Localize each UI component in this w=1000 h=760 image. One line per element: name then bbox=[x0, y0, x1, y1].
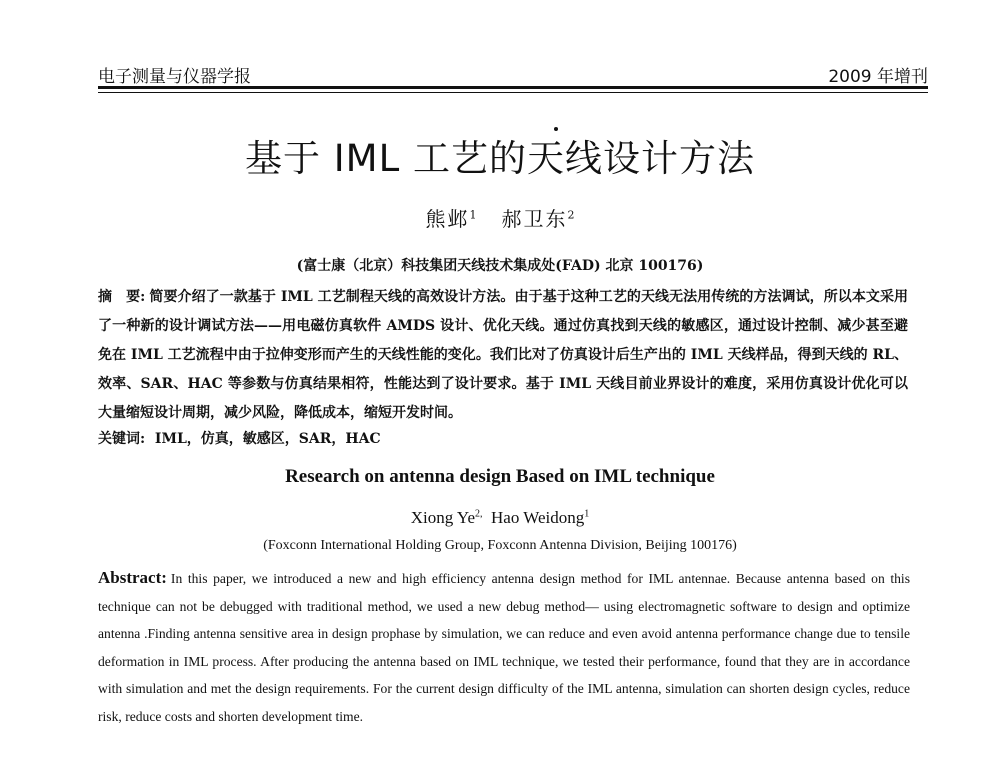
title-english: Research on antenna design Based on IML technique bbox=[285, 466, 715, 487]
abstract-text: In this paper, we introduced a new and high efficiency antenna design method for IML antennae. Because antenna based on this technique can not be debugged with traditional method, we used a new debug method— using electromagnetic software to design and optimize antenna .Finding antenna sensitive area in design prophase by simulation, we can reduce and even avoid antenna performance change due to tensile deformation in IML process. After producing the antenna based on IML technique, we tested their performance, found that they are in accordance with simulation and met the design requirements. For the current design difficulty of the IML antenna, simulation can shorten design cycles, reduce risk, reduce costs and shorten development time. bbox=[98, 571, 910, 724]
abstract-label: 摘 要: bbox=[98, 289, 146, 305]
authors-chinese bbox=[0, 203, 1000, 232]
author-affil-mark: 2, bbox=[475, 508, 483, 520]
abstract-chinese bbox=[98, 283, 908, 428]
running-header bbox=[98, 58, 928, 89]
issue-label: 2009 年增刊 bbox=[828, 67, 928, 87]
title-chinese: 基于 IML 工艺的天线设计方法 bbox=[245, 137, 755, 180]
journal-name: 电子测量与仪器学报 bbox=[98, 67, 251, 87]
author-name: 熊邺 bbox=[425, 207, 470, 231]
authors-english bbox=[0, 508, 1000, 528]
keywords-text: IML，仿真，敏感区，SAR，HAC bbox=[154, 431, 381, 447]
affiliation-english: (Foxconn International Holding Group, Foxconn Antenna Division, Beijing 100176) bbox=[263, 538, 737, 553]
author-affil-mark: 1 bbox=[584, 508, 590, 520]
abstract-text: 简要介绍了一款基于 IML 工艺制程天线的高效设计方法。由于基于这种工艺的天线无法用传统的方法调试，所以本文采用了一种新的设计调试方法——用电磁仿真软件 AMDS 设计、优化天线。通过仿真找到天线的敏感区，通过设计控制、减少甚至避免在 IML 工艺流程中由于拉伸变形而产生的天线性能的变化。我们比对了仿真设计后生产出的 IML 天线样品，得到天线的 RL、效率、SAR、HAC 等参数与仿真结果相符，性能达到了设计要求。基于 IML 天线目前业界设计的难度，采用仿真设计优化可以大量缩短设计周期，减少风险，降低成本，缩短开发时间。 bbox=[98, 289, 908, 421]
keywords-label: 关键词: bbox=[98, 431, 146, 447]
author-affil-mark: 2 bbox=[567, 208, 575, 222]
author-affil-mark: 1 bbox=[469, 208, 477, 222]
author-name: Hao Weidong bbox=[491, 508, 585, 527]
author-name: 郝卫东 bbox=[501, 207, 568, 231]
abstract-english bbox=[98, 564, 910, 730]
keywords-chinese bbox=[98, 428, 908, 448]
abstract-label: Abstract: bbox=[98, 568, 167, 587]
affiliation-chinese: (富士康（北京）科技集团天线技术集成处(FAD) 北京 100176) bbox=[296, 258, 704, 274]
scan-speck bbox=[554, 127, 558, 131]
author-name: Xiong Ye bbox=[410, 508, 476, 527]
